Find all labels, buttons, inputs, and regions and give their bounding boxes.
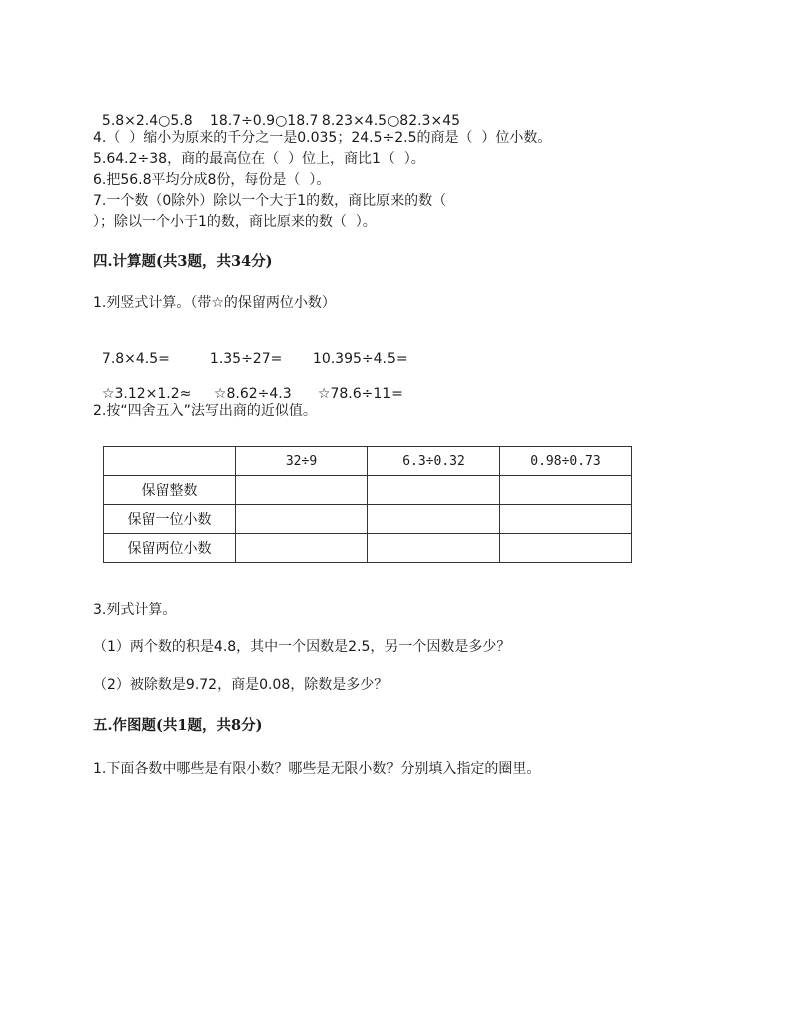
calc-item: 10.395÷4.5= — [312, 351, 408, 367]
calc-item: ☆8.62÷4.3 — [213, 386, 292, 402]
written-calc-sub-1: （1）两个数的积是4.8，其中一个因数是2.5，另一个因数是多少？ — [93, 639, 511, 655]
written-calc-sub-2: （2）被除数是9.72，商是0.08，除数是多少？ — [93, 677, 389, 693]
answer-cell[interactable] — [500, 476, 632, 505]
answer-cell[interactable] — [368, 505, 500, 534]
compare-item: 18.7÷0.9○18.7 — [209, 113, 319, 129]
calc-item: 1.35÷27= — [209, 351, 283, 367]
compare-item: 5.8×2.4○5.8 — [101, 113, 193, 129]
table-row-label: 保留整数 — [104, 476, 236, 505]
section-heading-calculation: 四.计算题(共3题，共34分) — [93, 253, 273, 270]
question-vertical-calc: 1.列竖式计算。（带☆的保留两位小数） — [93, 295, 336, 311]
fill-blank-question-5: 5.64.2÷38，商的最高位在（ ）位上，商比1（ ）。 — [93, 151, 425, 167]
table-row — [104, 505, 632, 534]
calc-item: ☆78.6÷11= — [317, 386, 403, 402]
fill-blank-question-4: 4.（ ）缩小为原来的千分之一是0.035；24.5÷2.5的商是（ ）位小数。 — [93, 130, 552, 146]
question-decimal-classification: 1.下面各数中哪些是有限小数？哪些是无限小数？分别填入指定的圈里。 — [93, 761, 541, 777]
table-header-cell: 6.3÷0.32 — [368, 447, 500, 476]
table-row — [104, 476, 632, 505]
table-header-cell: 0.98÷0.73 — [500, 447, 632, 476]
fill-blank-question-6: 6.把56.8平均分成8份，每份是（ ）。 — [93, 172, 331, 188]
question-written-calc: 3.列式计算。 — [93, 602, 177, 618]
fill-blank-question-7: 7.一个数（0除外）除以一个大于1的数，商比原来的数（ — [93, 193, 447, 209]
table-row-label: 保留两位小数 — [104, 534, 236, 563]
answer-cell[interactable] — [236, 505, 368, 534]
table-row-label: 保留一位小数 — [104, 505, 236, 534]
answer-cell[interactable] — [368, 476, 500, 505]
question-approximation: 2.按“四舍五入”法写出商的近似值。 — [93, 403, 317, 419]
table-row — [104, 534, 632, 563]
table-header-cell: 32÷9 — [236, 447, 368, 476]
answer-cell[interactable] — [236, 476, 368, 505]
compare-row — [93, 94, 460, 130]
fill-blank-question-7-cont: ）；除以一个小于1的数，商比原来的数（ ）。 — [93, 214, 377, 230]
section-heading-drawing: 五.作图题(共1题，共8分) — [93, 717, 263, 734]
calc-row-2 — [93, 367, 403, 403]
approximation-table — [103, 446, 632, 563]
table-cell — [104, 447, 236, 476]
calc-row-1 — [93, 332, 408, 368]
answer-cell[interactable] — [236, 534, 368, 563]
calc-item: ☆3.12×1.2≈ — [101, 386, 192, 402]
compare-item: 8.23×4.5○82.3×45 — [321, 113, 461, 129]
table-header-row — [104, 447, 632, 476]
answer-cell[interactable] — [500, 534, 632, 563]
answer-cell[interactable] — [368, 534, 500, 563]
answer-cell[interactable] — [500, 505, 632, 534]
calc-item: 7.8×4.5= — [101, 351, 170, 367]
